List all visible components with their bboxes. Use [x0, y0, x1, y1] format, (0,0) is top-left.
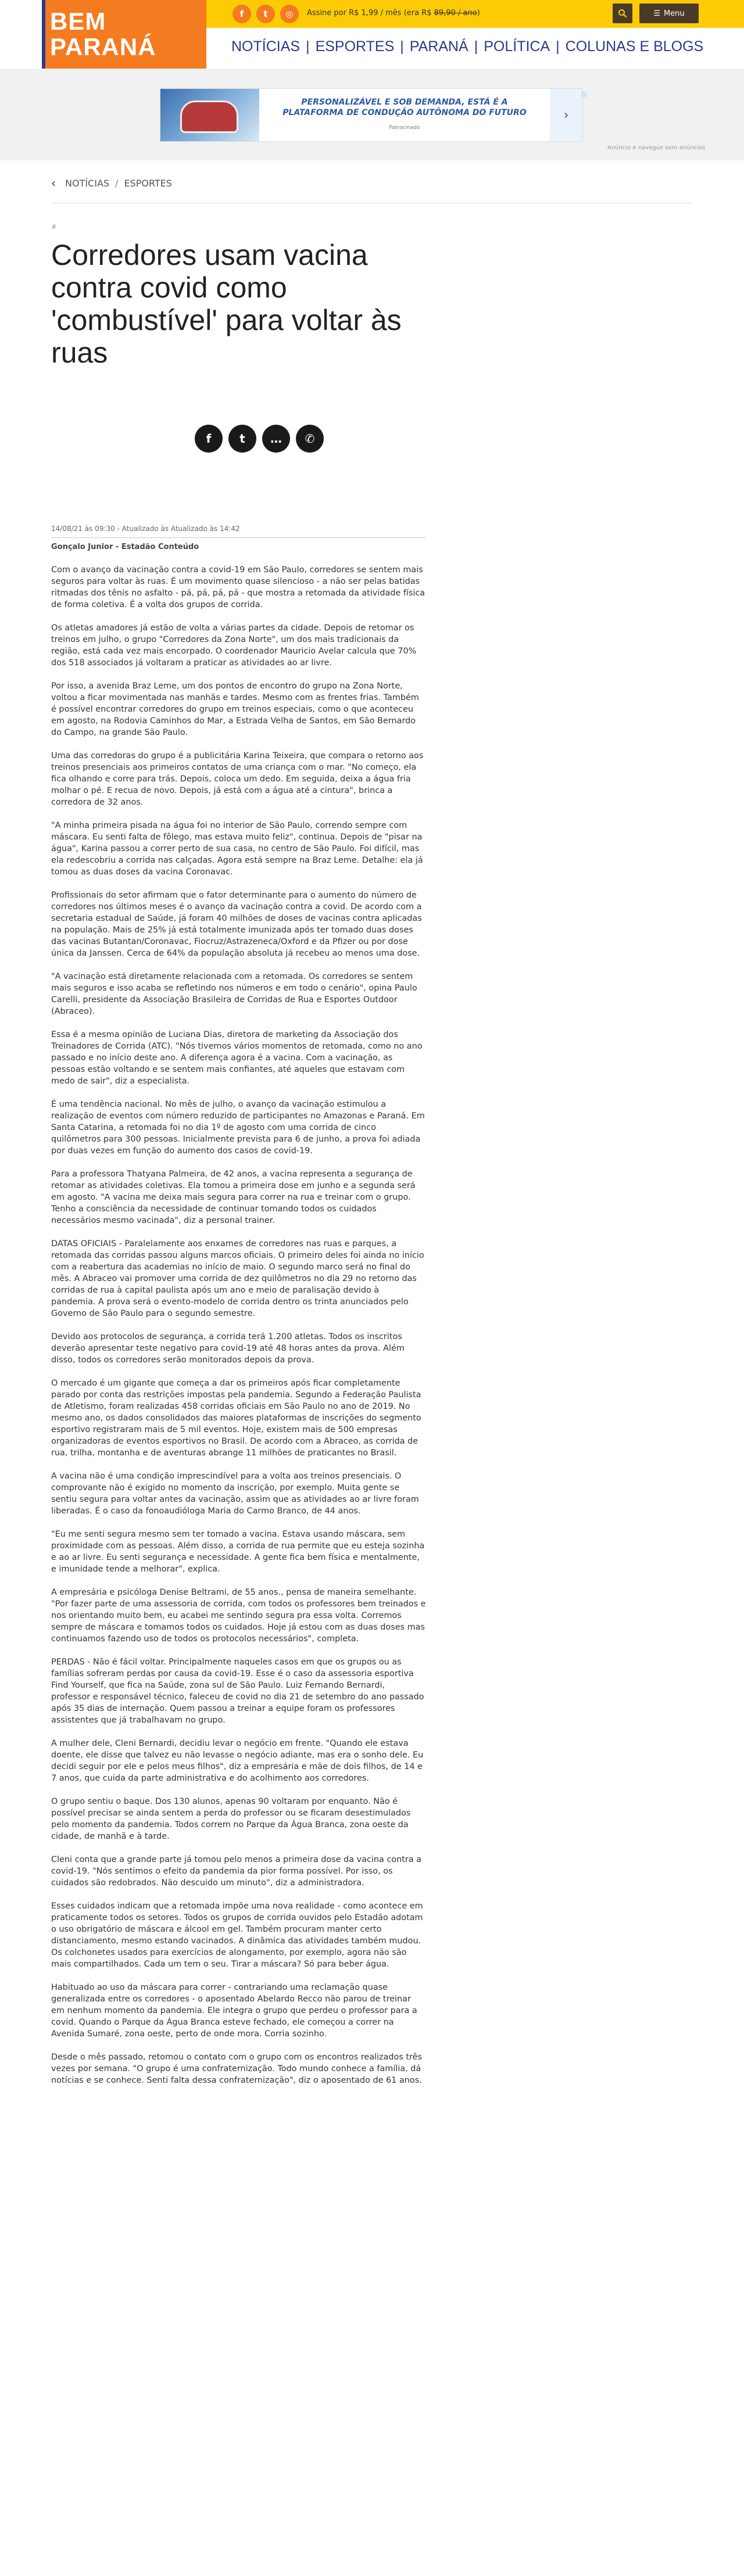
search-icon: [618, 9, 627, 18]
whatsapp-icon[interactable]: ✆: [296, 425, 324, 453]
article-paragraph: É uma tendência nacional. No mês de julho, o avanço da vacinação estimulou a realização de eventos com número reduzido de participantes no Amazonas e Paraná. Em Santa Catarina, a retomada foi no dia 1º de agosto com uma corrida de cinco quilômetros para 300 pessoas. Inicialmente prevista para 6 de junho, a prova foi adiada por duas vezes em função do aumento dos casos de covid-19.: [51, 1100, 425, 1156]
ad-text: [259, 97, 550, 133]
breadcrumb-item-esportes[interactable]: ESPORTES: [124, 178, 172, 189]
twitter-icon[interactable]: t: [228, 425, 256, 453]
article-title: Corredores usam vacina contra covid como 'combustível' para voltar às ruas: [51, 239, 402, 369]
article-paragraph: A mulher dele, Cleni Bernardi, decidiu levar o negócio em frente. "Quando ele estava doente, ele disse que talvez eu não levasse o negócio adiante, mas era o sonho dele. Eu decidi seguir por ele e pelos meus filhos", diz a empresária e mãe de dois filhos, de 14 e 7 anos, que cuida da parte administrativa e do acolhimento aos corredores.: [51, 1739, 424, 1783]
nav-separator: |: [306, 38, 310, 55]
ad-text-line-1: PERSONALIZÁVEL E SOB DEMANDA, ESTÁ É A: [301, 98, 508, 107]
promo-old-price: 89,90 / ano: [434, 9, 477, 17]
article-paragraph: Com o avanço da vacinação contra a covid-19 em São Paulo, corredores se sentem mais seguros para voltar às ruas. É um movimento quase silencioso - a não ser pelas batidas ritmadas dos tênis no asfalto - pá, pá, pá, pá - que mostra a retomada da atividade física de forma coletiva. É a volta dos grupos de corrida.: [51, 565, 425, 609]
social-links: [233, 5, 299, 23]
article-paragraph: Os atletas amadores já estão de volta a várias partes da cidade. Depois de retomar os treinos em julho, o grupo "Corredores da Zona Norte", um dos mais tradicionais da região, está cada vez mais encorpado. O coordenador Mauricio Avelar calcula que 70% dos 518 associados já voltaram a praticar as atividades ao ar livre.: [51, 623, 417, 668]
ad-sponsored-label: Patrocinado: [389, 125, 420, 131]
ad-note[interactable]: Anúncio e navegue sem anúncios: [607, 145, 706, 151]
article-paragraph: Por isso, a avenida Braz Leme, um dos pontos de encontro do grupo na Zona Norte, voltou a ficar movimentada nas manhãs e tardes. Mesmo com as frentes frias. Também é possível encontrar corredores do grupo em treinos especiais, como o que aconteceu em agosto, na Rodovia Caminhos do Mar, a Estrada Velha de Santos, em São Bernardo do Campo, na grande São Paulo.: [51, 681, 419, 737]
nav-separator: |: [556, 38, 560, 55]
article-kicker: #: [51, 223, 57, 231]
promo-prefix: Assine por R$ 1,99 / mês (era R$: [307, 9, 434, 17]
article-paragraph: A vacina não é uma condição imprescindível para a volta aos treinos presenciais. O comprovante não é exigido no momento da inscrição, por exemplo. Muita gente se sentiu segura para voltar antes da vacinação, assim que as atividades ao ar livre foram liberadas. É o caso da fonoaudióloga Maria do Carmo Branco, de 44 anos.: [51, 1472, 419, 1516]
article-paragraph: Habituado ao uso da máscara para correr - contrariando uma reclamação quase generalizada entre os corredores - o aposentado Abelardo Recco não parou de treinar em nenhum momento da pandemia. Ele integra o grupo que perdeu o professor para a covid. Quando o Parque da Água Branca esteve fechado, ele começou a correr na Avenida Sumaré, zona oeste, perto de onde mora. Corria sozinho.: [51, 1983, 417, 2039]
article-dates: 14/08/21 às 09:30 - Atualizado às Atualizado às 14:42: [51, 525, 240, 533]
article-paragraph: O mercado é um gigante que começa a dar os primeiros após ficar completamente parado por conta das restrições impostas pela pandemia. Segundo a Federação Paulista de Atletismo, foram realizadas 458 corridas oficiais em São Paulo no ano de 2019. No mesmo ano, os dados consolidados das maiores plataformas de inscrições do segmento esportivo registraram mais de 5 mil eventos. Hoje, existem mais de 500 empresas organizadoras de eventos esportivos no Brasil. De acordo com a Abraceo, as corrida de rua, trilha, montanha e de aventuras abrange 11 milhões de praticantes no Brasil.: [51, 1379, 421, 1458]
site-header: [0, 0, 744, 69]
search-button[interactable]: [613, 3, 632, 23]
ad-text-line-2: PLATAFORMA DE CONDUÇÃO AUTÔNOMA DO FUTURO: [282, 108, 527, 117]
article-paragraph: A empresária e psicóloga Denise Beltrami, de 55 anos., pensa de maneira semelhante. "Por fazer parte de uma assessoria de corrida, com todos os professores bem treinados e nos orientando muito bem, eu acabei me sentindo segura pra essa volta. Corremos sempre de máscara e tomamos todos os cuidados. Hoje já estou com as duas doses mas continuamos fazendo uso de todos os protocolos necessários", completa.: [51, 1588, 426, 1644]
article-paragraph: Cleni conta que a grande parte já tomou pelo menos a primeira dose da vacina contra a covid-19. "Nós sentimos o efeito da pandemia da pior forma possível. Por isso, os cuidados são redobrados. Não descuido um minuto", diz a administradora.: [51, 1855, 422, 1888]
nav-item-politica[interactable]: POLÍTICA: [484, 38, 550, 55]
chevron-left-icon[interactable]: ‹: [51, 176, 56, 190]
article-paragraph: O grupo sentiu o baque. Dos 130 alunos, apenas 90 voltaram por enquanto. Não é possível precisar se ainda sentem a perda do professor ou se ficaram desestimulados pelo momento da pandemia. Todos correm no Parque da Água Branca, zona oeste da cidade, de manhã e à tarde.: [51, 1797, 411, 1841]
site-logo[interactable]: [42, 0, 206, 69]
nav-item-parana[interactable]: PARANÁ: [409, 38, 468, 55]
article-paragraph: Devido aos protocolos de segurança, a corrida terá 1.200 atletas. Todos os inscritos deverão apresentar teste negativo para covid-19 até 48 horas antes da prova. Além disso, todos os corredores serão monitorados depois da prova.: [51, 1332, 405, 1365]
ad-arrow-icon[interactable]: ›: [550, 89, 582, 141]
logo-line-1: BEM: [50, 8, 106, 35]
article-author: Gonçalo Junior - Estadão Conteúdo: [51, 543, 199, 551]
facebook-icon[interactable]: f: [195, 425, 223, 453]
facebook-icon[interactable]: f: [233, 5, 251, 23]
nav-item-colunas-blogs[interactable]: COLUNAS E BLOGS: [565, 38, 704, 55]
breadcrumb-separator: /: [115, 178, 119, 189]
promo-suffix: ): [477, 9, 480, 17]
article: [0, 223, 744, 2086]
nav-separator: |: [400, 38, 404, 55]
breadcrumb: [51, 160, 693, 203]
subscription-promo[interactable]: [307, 9, 480, 17]
article-paragraph: Essa é a mesma opinião de Luciana Dias, diretora de marketing da Associação dos Treinadores de Corrida (ATC). "Nós tivemos vários momentos de retomada, como no ano passado e no início deste ano. A diferença agora é a vacina. Com a vacinação, as pessoas estão voltando e se sentem mais confiantes, até aqueles que estavam com medo de sair", diz a especialista.: [51, 1030, 423, 1086]
nav-item-esportes[interactable]: ESPORTES: [315, 38, 395, 55]
ad-info-icon[interactable]: ⓘ: [581, 92, 587, 98]
share-buttons: [195, 425, 744, 453]
breadcrumb-item-noticias[interactable]: NOTÍCIAS: [65, 178, 110, 189]
instagram-icon[interactable]: ◎: [280, 5, 299, 23]
nav-item-noticias[interactable]: NOTÍCIAS: [231, 38, 301, 55]
hamburger-icon: ☰: [653, 9, 660, 18]
article-paragraph: Uma das corredoras do grupo é a publicitária Karina Teixeira, que compara o retorno aos treinos presenciais aos primeiros contatos de uma criança com o mar. "No começo, ela fica olhando e corre para trás. Depois, coloca um dedo. Em seguida, deixa a água fria molhar o pé. E recua de novo. Depois, já está com a água até a cintura", brinca a corredora de 32 anos.: [51, 751, 424, 807]
meta-divider: [51, 537, 426, 538]
article-paragraph: Para a professora Thatyana Palmeira, de 42 anos, a vacina representa a segurança de retomar as atividades coletivas. Ela tomou a primeira dose em junho e a segunda será em agosto. "A vacina me deixa mais segura para correr na rua e treinar com o grupo. Tenho a consciência da necessidade de continuar tomando todos os cuidados necessários mesmo vacinada", diz a personal trainer.: [51, 1169, 416, 1225]
article-paragraph: Profissionais do setor afirmam que o fator determinante para o aumento do número de corredores nos últimos meses é o avanço da vacinação contra a covid. De acordo com a secretaria estadual de Saúde, já foram 40 milhões de doses de vacinas contra aplicadas na população. Mais de 25% já está totalmente imunizada após ter tomado duas doses das vacinas Butantan/Coronavac, Fiocruz/Astrazeneca/Oxford e da Pfizer ou por dose única da Janssen. Cerca de 64% da população absoluta já recebeu ao menos uma dose.: [51, 891, 422, 958]
ad-banner[interactable]: [160, 88, 583, 142]
article-paragraph: "Eu me senti segura mesmo sem ter tomado a vacina. Estava usando máscara, sem proximidade com as pessoas. Além disso, a corrida de rua permite que eu esteja sozinha e ao ar livre. Eu senti segurança e necessidade. A gente fica bem física e mentalmente, e imunidade tende a melhorar", explica.: [51, 1530, 425, 1574]
ad-vehicle-image: [180, 101, 238, 133]
article-paragraph: Desde o mês passado, retomou o contato com o grupo com os encontros realizados três vezes por semana. "O grupo é uma confraternização. Todo mundo conhece a família, dá notícias e se conhece. Senti falta dessa confraternização", diz o aposentado de 61 anos.: [51, 2053, 423, 2085]
comment-icon[interactable]: …: [262, 425, 290, 453]
menu-button[interactable]: [639, 3, 699, 23]
logo-line-2: PARANÁ: [50, 33, 156, 60]
article-paragraph: Esses cuidados indicam que a retomada impõe uma nova realidade - como acontece em praticamente todos os setores. Todos os grupos de corrida ouvidos pelo Estadão adotam o uso obrigatório de máscara e álcool em gel. Também procuram manter certo distanciamento, mesmo estando vacinados. A dinâmica das atividades também mudou. Os colchonetes usados para exercícios de alongamento, por exemplo, agora não são mais compartilhados. Cada um tem o seu. Tirar a máscara? Só para beber água.: [51, 1901, 423, 1969]
ad-area: [0, 69, 744, 160]
twitter-icon[interactable]: t: [256, 5, 275, 23]
logo-stripe: [42, 0, 45, 69]
menu-label: Menu: [663, 9, 685, 18]
article-body: [51, 564, 426, 2086]
main-nav: [231, 38, 703, 55]
article-paragraph: PERDAS - Não é fácil voltar. Principalmente naqueles casos em que os grupos ou as famílias sofreram perdas por causa da covid-19. Esse é o caso da assessoria esportiva Find Yourself, que fica na Saúde, zona sul de São Paulo. Luiz Fernando Bernardi, professor e responsável técnico, faleceu de covid no dia 21 de setembro do ano passado após 35 dias de internação. Quem passou a treinar a equipe foram os professores assistentes que já trabalhavam no grupo.: [51, 1657, 424, 1725]
ad-image: [160, 89, 259, 141]
article-paragraph: "A vacinação está diretamente relacionada com a retomada. Os corredores se sentem mais seguros e isso acaba se refletindo nos números e em todo o cenário", opina Paulo Carelli, presidente da Associação Brasileira de Corridas de Rua e Esportes Outdoor (Abraceo).: [51, 972, 417, 1016]
nav-separator: |: [474, 38, 478, 55]
article-paragraph: DATAS OFICIAIS - Paralelamente aos enxames de corredores nas ruas e parques, a retomada das corridas passou alguns marcos oficiais. O primeiro deles foi ainda no início com a reabertura das academias no início de maio. O segundo marco será no final do mês. A Abraceo vai promover uma corrida de dez quilômetros no dia 29 no retorno das corridas de rua à capital paulista após um ano e meio de paralisação devido à pandemia. A prova será o evento-modelo de corrida dentro os trinta anunciados pelo Governo de São Paulo para o segundo semestre.: [51, 1239, 424, 1318]
article-meta: [51, 525, 426, 551]
article-paragraph: "A minha primeira pisada na água foi no interior de São Paulo, correndo sempre com máscara. Eu senti falta de fôlego, mas estava muito feliz", continua. Depois de "pisar na água", Karina passou a correr perto de sua casa, no centro de São Paulo. Foi difícil, mas ela redescobriu a corrida nas calçadas. Agora está sempre na Braz Leme. Detalhe: ela já tomou as duas doses da vacina Coronavac.: [51, 821, 423, 877]
